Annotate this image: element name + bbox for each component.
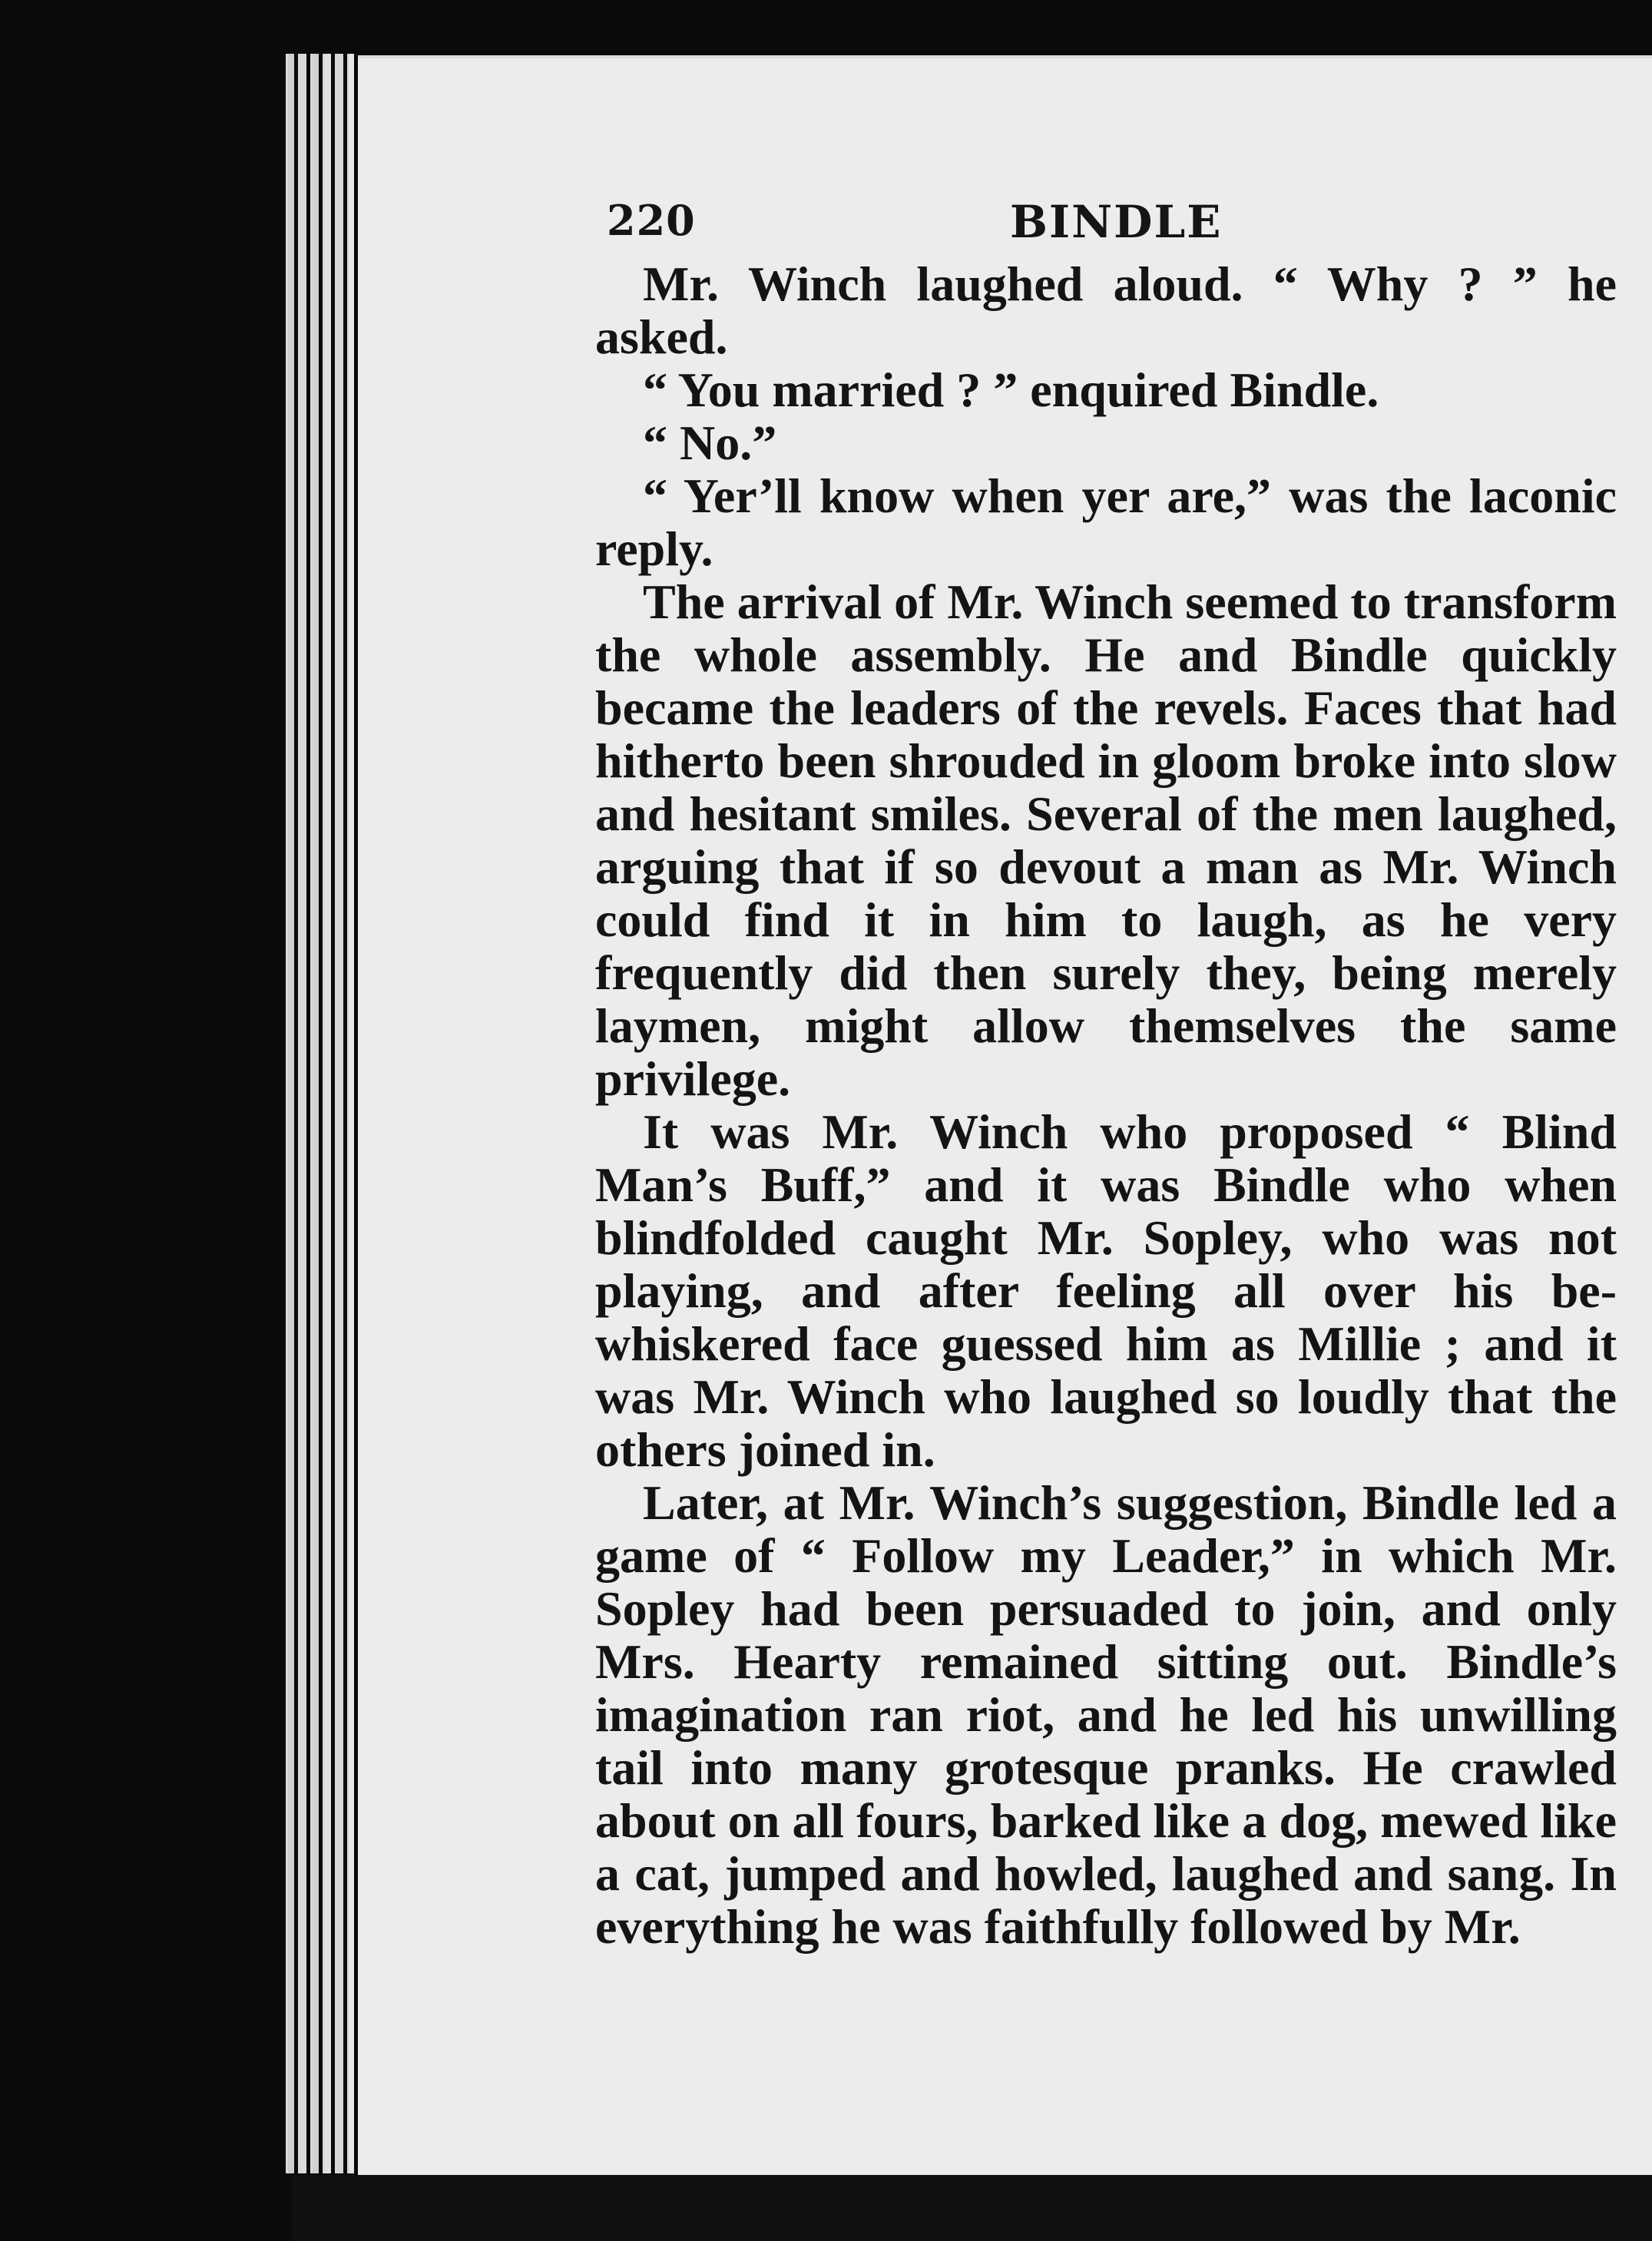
book-title: BINDLE (1010, 196, 1223, 248)
page-edge (310, 54, 319, 2173)
page-bottom-shadow (292, 2175, 1652, 2241)
paragraph: “ No.” (643, 415, 777, 470)
page-edge (286, 54, 294, 2173)
body-text (595, 257, 1617, 1953)
page-edge (298, 54, 306, 2173)
paragraph: It was Mr. Winch who proposed “ Blind Man’s Buff,” and it was Bindle who when blindfolded caught Mr. Sopley, who was not playing, and after feeling all over his be-whiskered face guessed him as Millie ; and it was Mr. Winch who laughed so loudly that the others joined in. (595, 1104, 1617, 1477)
paragraph: Later, at Mr. Winch’s suggestion, Bindle led a game of “ Follow my Leader,” in which Mr. Sopley had been persuaded to join, and only Mrs. Hearty remained sitting out. Bindle’s imagination ran riot, and he led his unwilling tail into many grotesque pranks. He crawled about on all fours, barked like a dog, mewed like a cat, jumped and howled, laughed and sang. In everything he was faithfully followed by Mr. (595, 1475, 1617, 1954)
page-number: 220 (607, 196, 696, 245)
paragraph: “ Yer’ll know when yer are,” was the laconic reply. (595, 468, 1617, 576)
running-head (607, 196, 1597, 257)
paragraph: The arrival of Mr. Winch seemed to transform the whole assembly. He and Bindle quickly became the leaders of the revels. Faces that had hitherto been shrouded in gloom broke into slow and hesitant smiles. Several of the men laughed, arguing that if so devout a man as Mr. Winch could find it in him to laugh, as he very frequently did then surely they, being merely laymen, might allow themselves the same privilege. (595, 574, 1617, 1106)
page-edge (323, 54, 331, 2173)
paragraph: Mr. Winch laughed aloud. “ Why ? ” he asked. (595, 257, 1617, 364)
page-edge (347, 54, 354, 2173)
paragraph: “ You married ? ” enquired Bindle. (643, 362, 1379, 417)
page-edge (335, 54, 343, 2173)
